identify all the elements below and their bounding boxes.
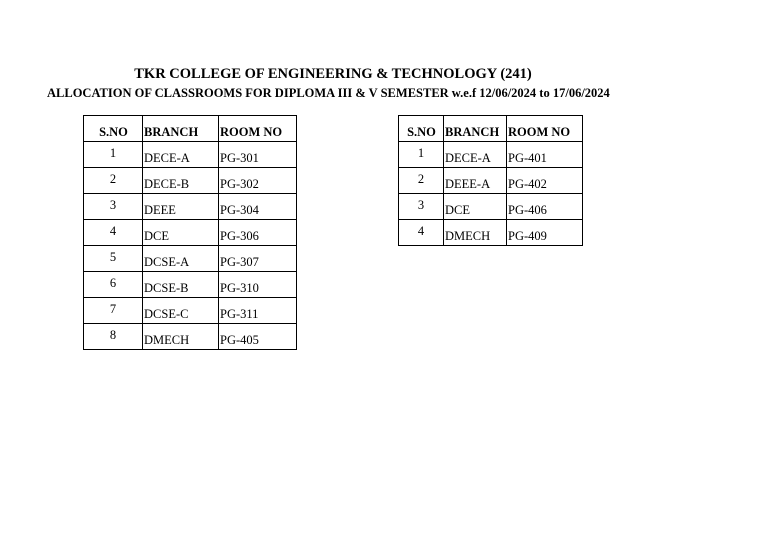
classroom-table-left <box>83 115 297 350</box>
cell-room: PG-406 <box>507 194 583 220</box>
table-row <box>84 298 297 324</box>
table-row <box>84 272 297 298</box>
header-sno: S.NO <box>399 116 444 142</box>
table-row <box>399 220 583 246</box>
cell-branch: DMECH <box>444 220 507 246</box>
cell-sno: 3 <box>399 194 444 220</box>
cell-branch: DCSE-C <box>143 298 219 324</box>
document-title: TKR COLLEGE OF ENGINEERING & TECHNOLOGY (241) <box>134 66 532 82</box>
header-branch: BRANCH <box>444 116 507 142</box>
table-row <box>84 220 297 246</box>
cell-sno: 4 <box>399 220 444 246</box>
table-row <box>84 324 297 350</box>
document-subtitle: ALLOCATION OF CLASSROOMS FOR DIPLOMA III & V SEMESTER w.e.f 12/06/2024 to 17/06/2024 <box>47 86 610 100</box>
header-sno: S.NO <box>84 116 143 142</box>
cell-branch: DMECH <box>143 324 219 350</box>
cell-room: PG-310 <box>219 272 297 298</box>
cell-sno: 5 <box>84 246 143 272</box>
cell-room: PG-302 <box>219 168 297 194</box>
cell-room: PG-304 <box>219 194 297 220</box>
cell-branch: DCSE-A <box>143 246 219 272</box>
cell-sno: 6 <box>84 272 143 298</box>
cell-room: PG-307 <box>219 246 297 272</box>
cell-room: PG-409 <box>507 220 583 246</box>
table-row <box>84 142 297 168</box>
table-row <box>84 194 297 220</box>
cell-sno: 2 <box>399 168 444 194</box>
header-room-no: ROOM NO <box>507 116 583 142</box>
cell-room: PG-301 <box>219 142 297 168</box>
cell-room: PG-311 <box>219 298 297 324</box>
cell-sno: 1 <box>84 142 143 168</box>
table-header-row <box>84 116 297 142</box>
cell-branch: DCSE-B <box>143 272 219 298</box>
cell-branch: DECE-B <box>143 168 219 194</box>
table-row <box>399 142 583 168</box>
cell-sno: 8 <box>84 324 143 350</box>
table-row <box>399 168 583 194</box>
cell-sno: 4 <box>84 220 143 246</box>
cell-branch: DEEE-A <box>444 168 507 194</box>
header-branch: BRANCH <box>143 116 219 142</box>
table-row <box>84 168 297 194</box>
cell-sno: 1 <box>399 142 444 168</box>
cell-sno: 7 <box>84 298 143 324</box>
table-row <box>399 194 583 220</box>
cell-room: PG-401 <box>507 142 583 168</box>
cell-branch: DEEE <box>143 194 219 220</box>
cell-branch: DECE-A <box>143 142 219 168</box>
header-room-no: ROOM NO <box>219 116 297 142</box>
cell-branch: DCE <box>143 220 219 246</box>
cell-sno: 2 <box>84 168 143 194</box>
cell-branch: DCE <box>444 194 507 220</box>
cell-room: PG-402 <box>507 168 583 194</box>
cell-sno: 3 <box>84 194 143 220</box>
cell-room: PG-306 <box>219 220 297 246</box>
cell-branch: DECE-A <box>444 142 507 168</box>
table-header-row <box>399 116 583 142</box>
table-row <box>84 246 297 272</box>
classroom-table-right <box>398 115 583 246</box>
cell-room: PG-405 <box>219 324 297 350</box>
